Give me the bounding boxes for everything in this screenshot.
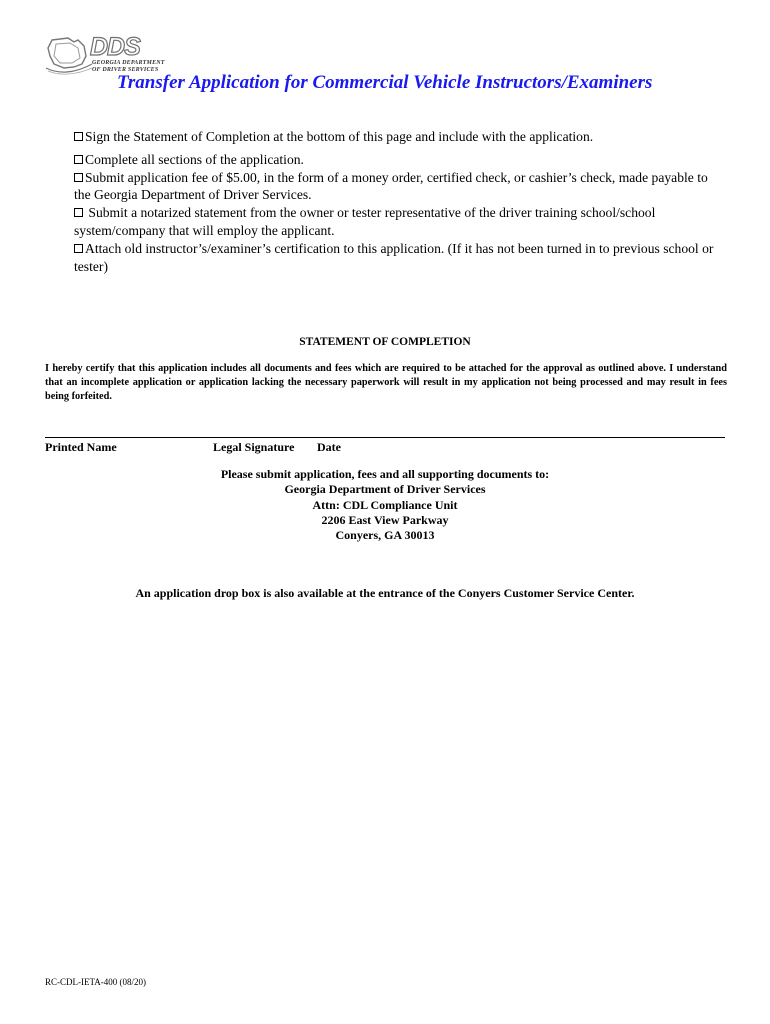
logo-wordmark: DDS (90, 33, 140, 61)
address-city: Conyers, GA 30013 (335, 528, 435, 543)
checklist-item (74, 128, 724, 146)
georgia-map-icon (44, 34, 94, 76)
address-attn: Attn: CDL Compliance Unit (312, 497, 458, 512)
printed-name-label: Printed Name (45, 440, 117, 454)
address-intro: Please submit application, fees and all supporting documents to: (220, 467, 550, 481)
checklist-item (74, 204, 724, 240)
date-label: Date (317, 440, 341, 454)
address-org: Georgia Department of Driver Services (284, 482, 486, 497)
requirements-checklist (74, 128, 724, 275)
checklist-item (74, 151, 724, 169)
checkbox[interactable] (74, 244, 83, 253)
mailing-address (0, 467, 770, 543)
form-code: RC-CDL-IETA-400 (08/20) (45, 977, 147, 987)
checklist-item-text: Sign the Statement of Completion at the bottom of this page and include with the application. (85, 129, 594, 144)
checklist-item (74, 169, 724, 205)
checkbox[interactable] (74, 132, 83, 141)
logo-line-1: GEORGIA DEPARTMENT (92, 60, 165, 66)
checklist-item-text: Submit application fee of $5.00, in the form of a money order, certified check, or cashier’s check, made payable to the Georgia Department of Driver Services. (74, 169, 708, 203)
checklist-item (74, 240, 724, 276)
logo-line-2: OF DRIVER SERVICES (92, 67, 159, 73)
statement-heading: STATEMENT OF COMPLETION (299, 336, 471, 348)
legal-signature-label: Legal Signature (213, 440, 295, 454)
checklist-item-text: Attach old instructor’s/examiner’s certification to this application. (If it has not been turned in to previous school or tester) (74, 240, 714, 274)
statement-body: I hereby certify that this application includes all documents and fees which are required to be attached for the approval as outlined above. I understand that an incomplete application or application lacking the necessary paperwork will result in my application not being processed and may result in fees being forfeited. (45, 363, 727, 402)
signature-line[interactable] (45, 437, 725, 438)
checkbox[interactable] (74, 173, 83, 182)
checkbox[interactable] (74, 208, 83, 217)
address-street: 2206 East View Parkway (321, 512, 449, 527)
page-title: Transfer Application for Commercial Vehicle Instructors/Examiners (117, 72, 653, 93)
dropbox-note: An application drop box is also available at the entrance of the Conyers Customer Service Center. (135, 586, 635, 600)
checkbox[interactable] (74, 155, 83, 164)
checklist-item-text: Complete all sections of the application. (85, 151, 304, 167)
checklist-item-text: Submit a notarized statement from the owner or tester representative of the driver training school/school system/company that will employ the applicant. (74, 205, 656, 238)
